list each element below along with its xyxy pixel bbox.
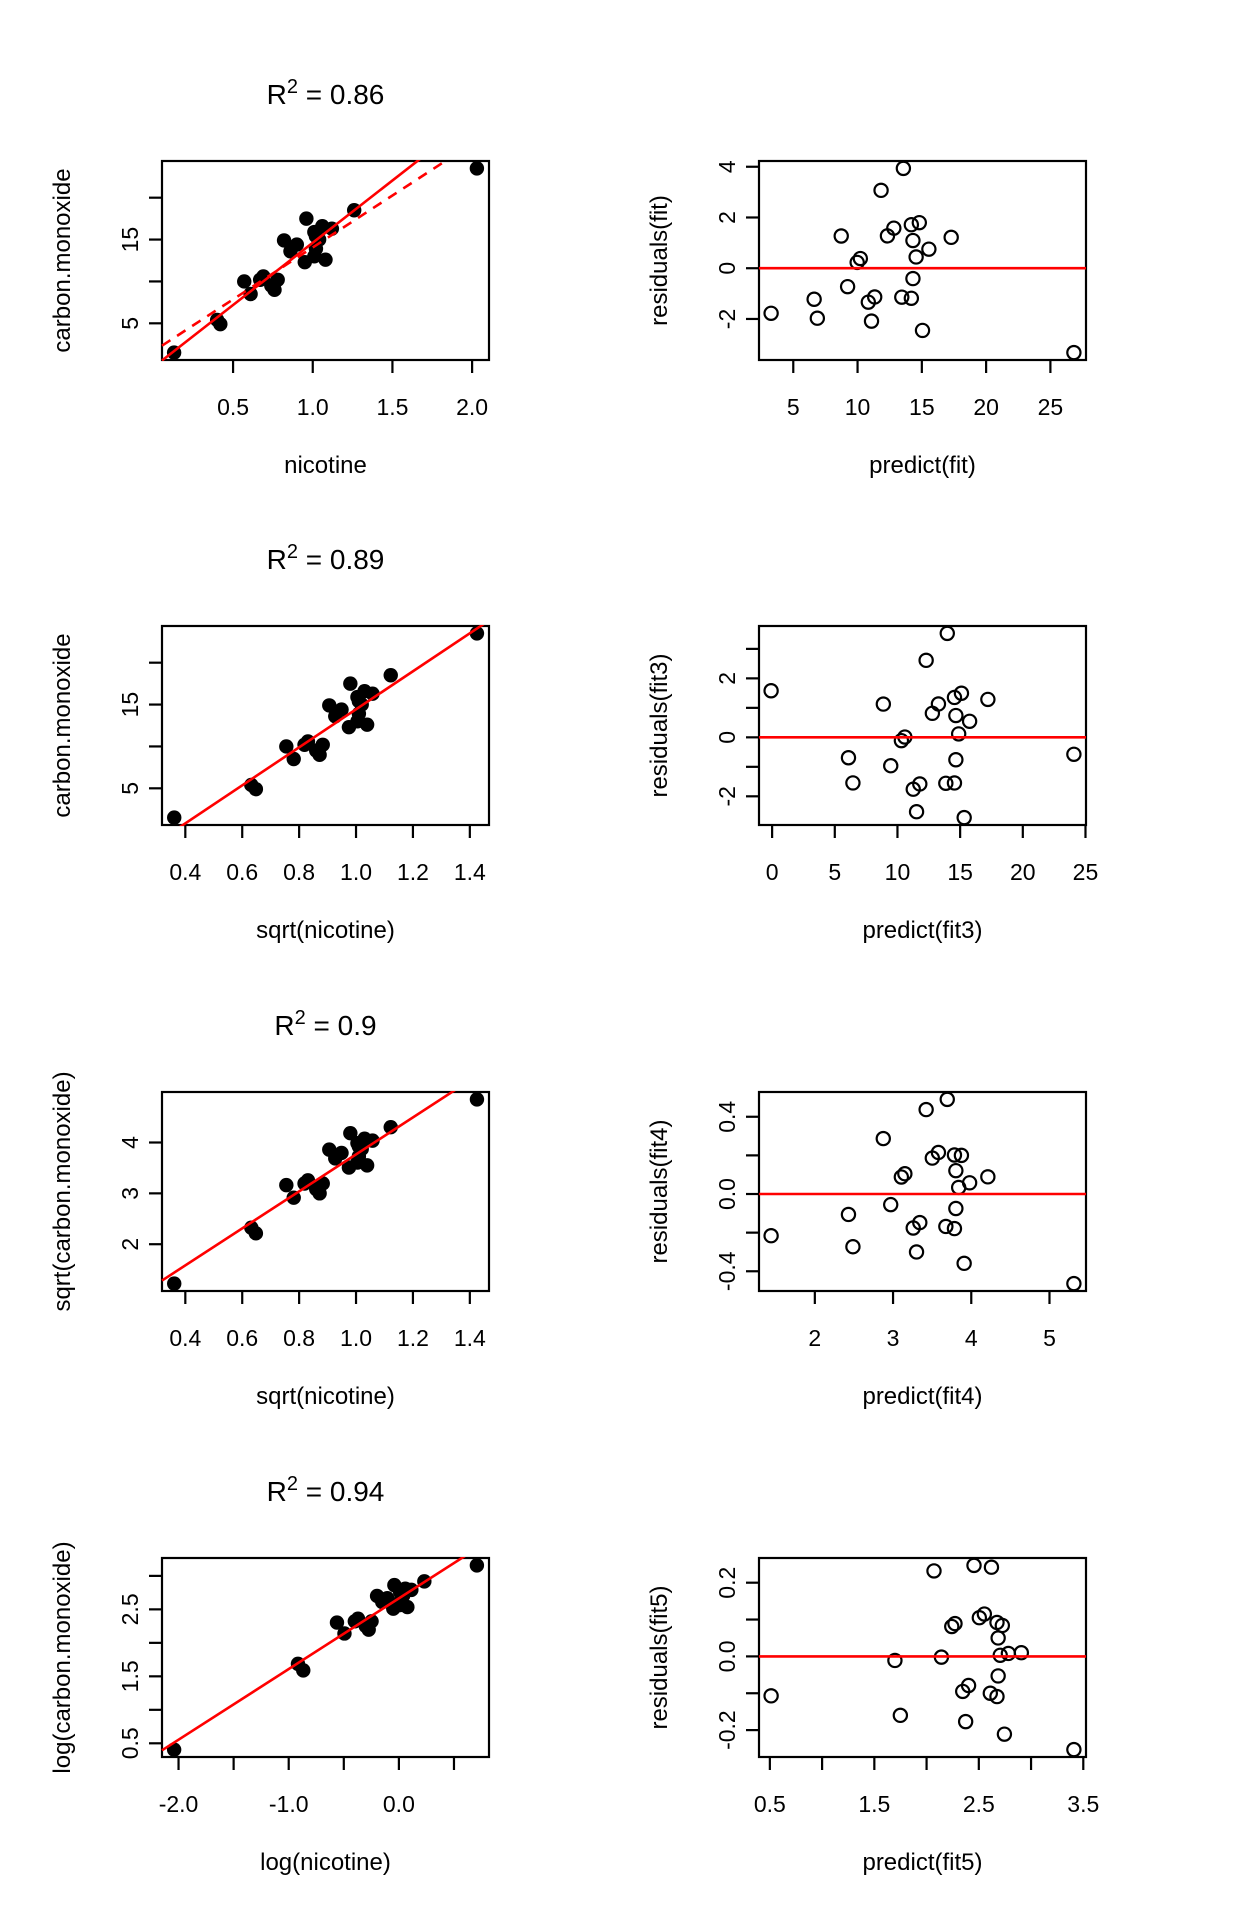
data-point xyxy=(1002,1647,1015,1660)
data-point xyxy=(318,252,332,266)
x-tick-label: 2.5 xyxy=(962,1791,995,1817)
y-tick-label: 0 xyxy=(714,730,740,744)
data-point xyxy=(350,1136,364,1150)
panel-fit5-scatter xyxy=(49,1473,489,1876)
data-point xyxy=(920,1103,933,1116)
y-tick-label: 5 xyxy=(117,781,143,795)
panel-fit-scatter xyxy=(49,76,489,479)
data-point xyxy=(941,1093,954,1106)
x-tick-label: 0.5 xyxy=(753,1791,786,1817)
y-tick-label: 0 xyxy=(714,261,740,275)
y-axis-label: residuals(fit) xyxy=(646,195,673,326)
data-point xyxy=(765,1689,778,1702)
data-point xyxy=(958,811,971,824)
data-point xyxy=(874,184,887,197)
data-point xyxy=(322,698,336,712)
data-point xyxy=(384,668,398,682)
y-tick-label: -2 xyxy=(714,786,740,807)
panel-title: $R^2 = 0.94$ xyxy=(266,1473,385,1507)
data-point xyxy=(884,759,897,772)
fit-line xyxy=(162,620,489,838)
data-point xyxy=(877,1132,890,1145)
x-tick-label: 0 xyxy=(765,859,779,885)
y-tick-label: 0.5 xyxy=(117,1727,143,1760)
plot-box xyxy=(162,1558,489,1757)
data-point xyxy=(949,1164,962,1177)
data-point xyxy=(916,324,929,337)
data-point xyxy=(808,293,821,306)
panel-fit4-residuals xyxy=(646,1092,1086,1410)
y-tick-label: 0.4 xyxy=(714,1100,740,1133)
y-tick-label: 4 xyxy=(714,160,740,174)
data-point xyxy=(945,231,958,244)
data-point xyxy=(277,233,291,247)
data-point xyxy=(958,1257,971,1270)
data-point xyxy=(1067,748,1080,761)
data-point xyxy=(939,1220,952,1233)
data-point xyxy=(350,690,364,704)
x-tick-label: 5 xyxy=(1043,1325,1056,1351)
x-axis-label: predict(fit) xyxy=(869,452,976,479)
y-axis-label: sqrt(carbon.monoxide) xyxy=(49,1071,76,1312)
data-point xyxy=(835,229,848,242)
y-tick-label: 1.5 xyxy=(117,1660,143,1693)
data-point xyxy=(963,715,976,728)
data-point xyxy=(343,676,357,690)
panel-fit3-residuals xyxy=(646,626,1098,944)
data-point xyxy=(910,250,923,263)
x-axis-label: predict(fit4) xyxy=(862,1383,983,1410)
y-axis-label: residuals(fit4) xyxy=(646,1119,673,1264)
x-tick-label: -2.0 xyxy=(158,1791,199,1817)
data-point xyxy=(922,243,935,256)
data-point xyxy=(877,698,890,711)
data-point xyxy=(992,1669,1005,1682)
data-point xyxy=(279,1178,293,1192)
x-tick-label: 3 xyxy=(886,1325,900,1351)
x-axis-label: sqrt(nicotine) xyxy=(256,1383,395,1410)
y-tick-label: 2 xyxy=(714,671,740,685)
panel-title: $R^2 = 0.86$ xyxy=(266,76,385,110)
y-axis-label: residuals(fit5) xyxy=(646,1585,673,1730)
data-point xyxy=(981,693,994,706)
panel-fit3-scatter xyxy=(49,541,489,944)
x-tick-label: 0.6 xyxy=(226,859,259,885)
y-axis-label: residuals(fit3) xyxy=(646,653,673,798)
data-point xyxy=(910,805,923,818)
data-point xyxy=(963,1176,976,1189)
x-tick-label: 1.0 xyxy=(340,1325,373,1351)
data-point xyxy=(948,1222,961,1235)
data-point xyxy=(765,684,778,697)
fit-line xyxy=(162,1541,489,1751)
data-point xyxy=(470,1558,484,1572)
x-tick-label: 1.5 xyxy=(858,1791,891,1817)
x-tick-label: 3.5 xyxy=(1067,1791,1100,1817)
x-tick-label: 0.8 xyxy=(283,1325,316,1351)
data-point xyxy=(846,776,859,789)
data-point xyxy=(981,1170,994,1183)
data-point xyxy=(470,161,484,175)
x-tick-label: 1.2 xyxy=(396,1325,429,1351)
y-tick-label: -2 xyxy=(714,308,740,330)
data-point xyxy=(334,1146,348,1160)
data-point xyxy=(894,1709,907,1722)
plot-box xyxy=(759,1092,1086,1291)
x-tick-label: 25 xyxy=(1037,394,1064,420)
y-tick-label: 15 xyxy=(117,226,143,253)
panel-fit4-scatter xyxy=(49,1007,489,1410)
data-point xyxy=(842,1208,855,1221)
data-point xyxy=(765,307,778,320)
panel-fit-residuals xyxy=(646,160,1086,479)
data-point xyxy=(296,1663,310,1677)
x-tick-label: 10 xyxy=(884,859,911,885)
x-tick-label: 25 xyxy=(1072,859,1099,885)
data-point xyxy=(865,315,878,328)
data-point xyxy=(905,218,918,231)
data-point xyxy=(370,1589,384,1603)
x-axis-label: sqrt(nicotine) xyxy=(256,917,395,944)
x-tick-label: 2.0 xyxy=(456,394,489,420)
panel-fit5-residuals xyxy=(646,1558,1099,1876)
x-tick-label: 0.6 xyxy=(226,1325,259,1351)
data-point xyxy=(854,252,867,265)
y-axis-label: log(carbon.monoxide) xyxy=(49,1541,76,1774)
data-point xyxy=(927,1564,940,1577)
y-tick-label: 3 xyxy=(117,1186,143,1200)
x-tick-label: 0.5 xyxy=(217,394,250,420)
y-tick-label: 15 xyxy=(117,691,143,718)
data-point xyxy=(884,1198,897,1211)
y-tick-label: 0.2 xyxy=(714,1566,740,1599)
x-tick-label: 1.5 xyxy=(376,394,409,420)
data-point xyxy=(992,1631,1005,1644)
data-point xyxy=(249,782,263,796)
x-tick-label: 15 xyxy=(909,394,935,420)
panel-title: $R^2 = 0.89$ xyxy=(266,541,385,575)
x-tick-label: 1.4 xyxy=(453,1325,486,1351)
x-tick-label: -1.0 xyxy=(268,1791,309,1817)
data-point xyxy=(941,627,954,640)
x-tick-label: 1.4 xyxy=(453,859,486,885)
x-tick-label: 0.8 xyxy=(283,859,316,885)
data-point xyxy=(949,753,962,766)
x-tick-label: 0.4 xyxy=(169,1325,202,1351)
data-point xyxy=(985,1561,998,1574)
data-point xyxy=(910,1245,923,1258)
y-tick-label: 2 xyxy=(714,211,740,224)
plot-box xyxy=(162,626,489,825)
x-tick-label: 20 xyxy=(1010,859,1036,885)
x-tick-label: 0.4 xyxy=(169,859,202,885)
data-point xyxy=(998,1728,1011,1741)
data-point xyxy=(1067,1277,1080,1290)
data-point xyxy=(967,1559,980,1572)
data-point xyxy=(237,274,251,288)
x-tick-label: 1.2 xyxy=(396,859,429,885)
y-tick-label: -0.2 xyxy=(714,1710,740,1750)
x-tick-label: 20 xyxy=(973,394,999,420)
y-tick-label: -0.4 xyxy=(714,1251,740,1292)
x-tick-label: 1.0 xyxy=(340,859,373,885)
x-tick-label: 2 xyxy=(808,1325,822,1351)
data-point xyxy=(299,211,313,225)
x-tick-label: 5 xyxy=(786,394,800,420)
data-point xyxy=(959,1715,972,1728)
x-axis-label: nicotine xyxy=(284,452,367,479)
x-tick-label: 10 xyxy=(844,394,871,420)
data-point xyxy=(1067,1743,1080,1756)
x-tick-label: 15 xyxy=(947,859,973,885)
x-axis-label: predict(fit3) xyxy=(862,917,983,944)
data-point xyxy=(841,280,854,293)
fit-line xyxy=(162,1068,489,1281)
data-point xyxy=(811,312,824,325)
y-tick-label: 2 xyxy=(117,1237,143,1251)
panel-title: $R^2 = 0.9$ xyxy=(274,1007,377,1041)
y-axis-label: carbon.monoxide xyxy=(49,168,76,353)
y-tick-label: 4 xyxy=(117,1136,143,1149)
data-point xyxy=(322,1142,336,1156)
x-tick-label: 1.0 xyxy=(296,394,329,420)
data-point xyxy=(920,654,933,667)
x-axis-label: predict(fit5) xyxy=(862,1849,983,1876)
data-point xyxy=(167,810,181,824)
data-point xyxy=(906,272,919,285)
y-tick-label: 0.0 xyxy=(714,1178,740,1211)
x-tick-label: 0.0 xyxy=(382,1791,415,1817)
y-tick-label: 5 xyxy=(117,316,143,330)
data-point xyxy=(898,1167,911,1180)
y-tick-label: 2.5 xyxy=(117,1593,143,1626)
data-point xyxy=(470,1092,484,1106)
data-point xyxy=(842,751,855,764)
data-point xyxy=(167,1276,181,1290)
data-point xyxy=(906,234,919,247)
x-tick-label: 4 xyxy=(964,1325,978,1351)
data-point xyxy=(948,776,961,789)
y-axis-label: carbon.monoxide xyxy=(49,633,76,818)
data-point xyxy=(905,292,918,305)
data-point xyxy=(948,1617,961,1630)
y-tick-label: 0.0 xyxy=(714,1640,740,1673)
data-point xyxy=(949,1202,962,1215)
data-point xyxy=(949,709,962,722)
data-point xyxy=(897,162,910,175)
x-tick-label: 5 xyxy=(828,859,842,885)
data-point xyxy=(1067,346,1080,359)
data-point xyxy=(765,1229,778,1242)
data-point xyxy=(846,1240,859,1253)
data-point xyxy=(895,1170,908,1183)
x-axis-label: log(nicotine) xyxy=(260,1849,391,1876)
fit-line xyxy=(162,105,489,360)
data-point xyxy=(249,1226,263,1240)
